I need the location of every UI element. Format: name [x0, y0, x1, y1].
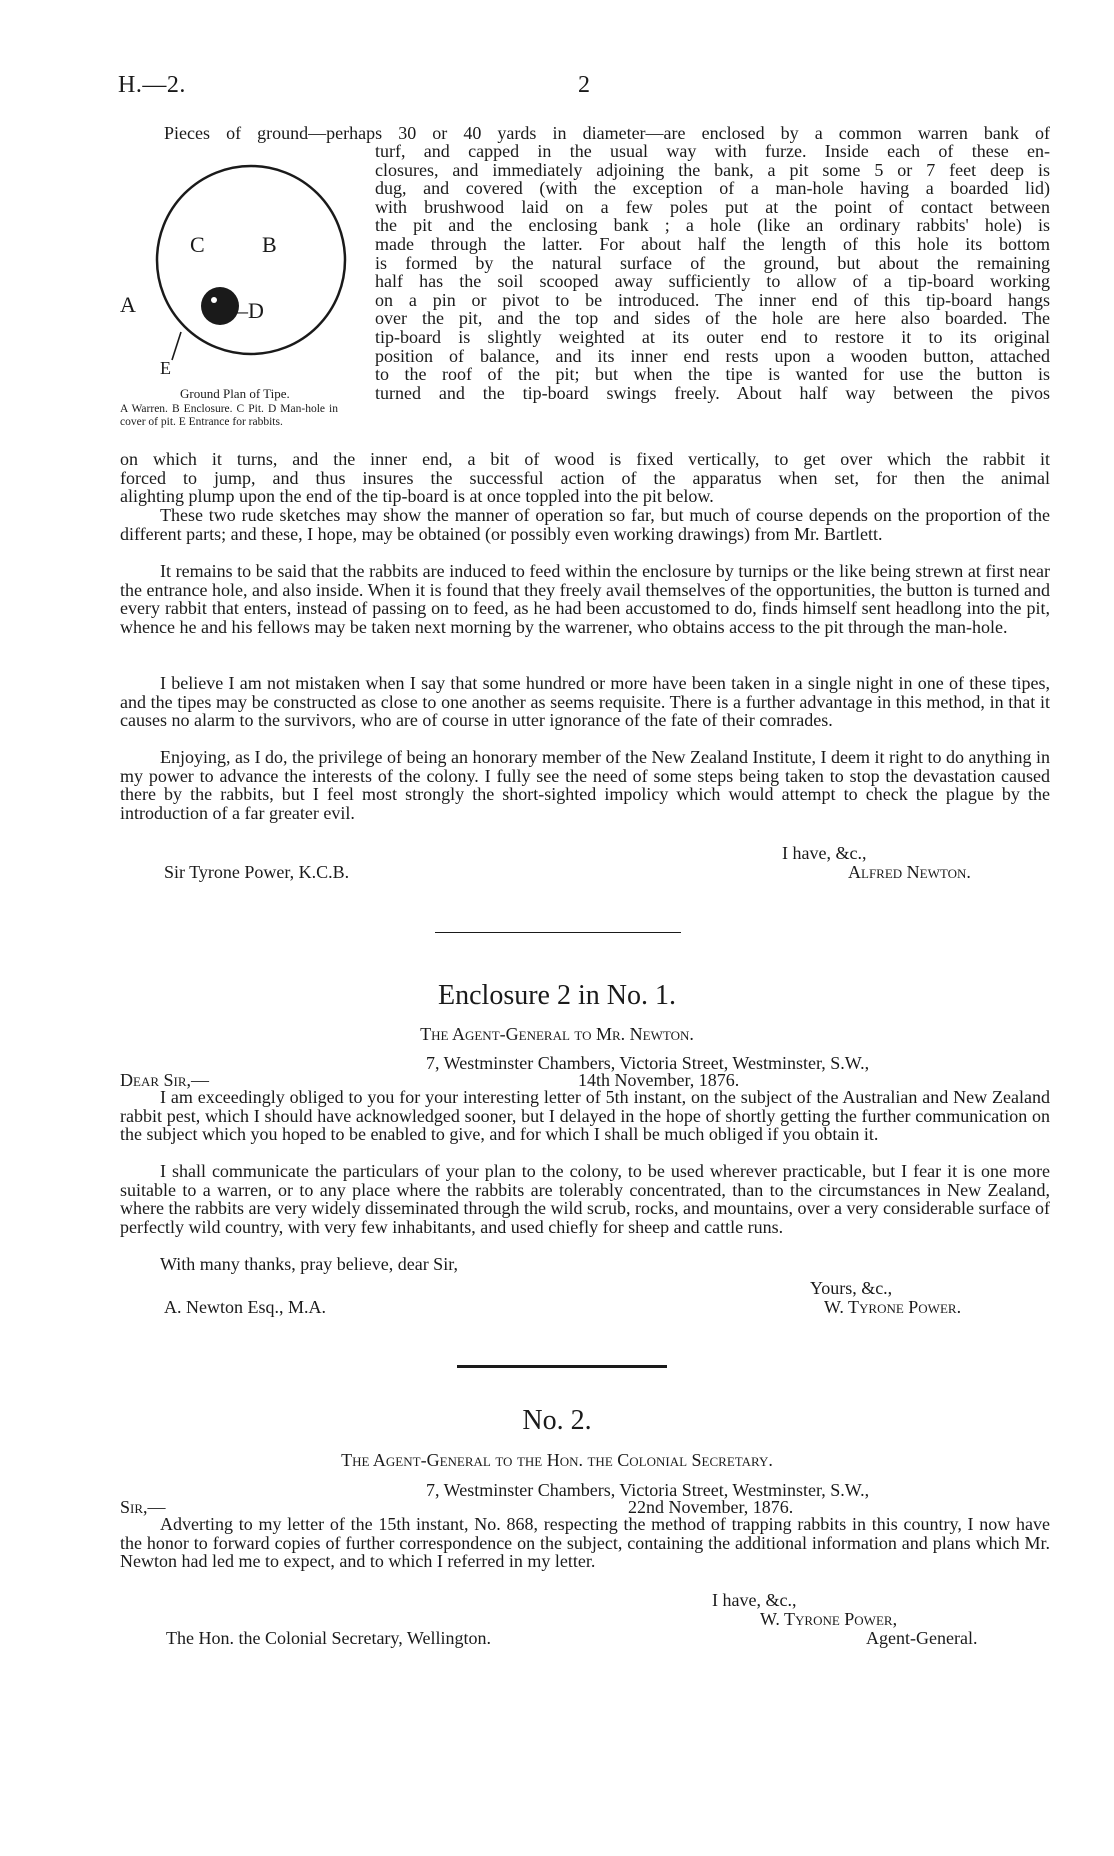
enclosure-salutation: Dear Sir,—	[120, 1070, 210, 1090]
enclosure-circle	[157, 166, 345, 354]
enclosure-signature: W. Tyrone Power.	[824, 1297, 962, 1317]
no2-heading: No. 2.	[522, 1405, 592, 1436]
text-line: is formed by the natural surface of the ground, but about the remaining	[375, 252, 1050, 273]
enclosure-date: 14th November, 1876.	[578, 1070, 740, 1090]
text-line: with brushwood laid on a few poles put at the point of contact between	[375, 196, 1050, 217]
letter1-addressee: Sir Tyrone Power, K.C.B.	[164, 862, 350, 882]
text-line: turf, and capped in the usual way with furze. Inside each of these en-	[375, 141, 1050, 161]
no2-address: 7, Westminster Chambers, Victoria Street, Westminster, S.W.,	[426, 1480, 870, 1500]
no2-subheading: The Agent-General to the Hon. the Colonial Secretary.	[341, 1450, 773, 1470]
letter1-signature: Alfred Newton.	[848, 862, 971, 882]
pit-highlight	[211, 297, 217, 303]
enclosure-addressee: A. Newton Esq., M.A.	[164, 1297, 326, 1317]
letter1-paragraph-5: Enjoying, as I do, the privilege of being an honorary member of the New Zealand Institute, I deem it right to do anything in my power to advance the interests of the colony. I fully see the need of some steps being taken to stop the devastation caused there by the rabbits, but I feel most strongly the short-sighted impolicy which would attempt to check the plague by the introduction of a far greater evil.	[120, 747, 1050, 823]
text-line: forced to jump, and thus insures the successful action of the apparatus when set, for then the animal	[120, 467, 1050, 488]
document-reference: H.—2.	[118, 72, 186, 98]
no2-title: Agent-General.	[866, 1628, 978, 1648]
enclosure-subheading: The Agent-General to Mr. Newton.	[420, 1024, 694, 1044]
text-line: on a pin or pivot to be introduced. The inner end of this tip-board hangs	[375, 289, 1050, 310]
text-line: on which it turns, and the inner end, a bit of wood is fixed vertically, to get over which the rabbit it	[120, 449, 1050, 469]
text-line: the pit and the enclosing bank ; a hole (like an ordinary rabbits' hole) is	[375, 215, 1050, 236]
no2-addressee: The Hon. the Colonial Secretary, Wellington.	[166, 1628, 491, 1648]
enclosure-paragraph-2: I shall communicate the particulars of your plan to the colony, to be used wherever practicable, but I fear it is one more suitable to a warren, or to any place where the rabbits are tolerably concentrated, than to the circumstances in New Zealand, where the rabbits are very widely disseminated through the wild scrub, rocks, and mountains, over a very considerable surface of perfectly wild country, with very few inhabitants, and used chiefly for sheep and cattle runs.	[120, 1161, 1050, 1237]
no2-signature: W. Tyrone Power,	[760, 1609, 898, 1629]
no2-closing: I have, &c.,	[712, 1590, 797, 1610]
text-line: closures, and immediately adjoining the bank, a pit some 5 or 7 feet deep is	[375, 159, 1050, 180]
page-number: 2	[578, 72, 590, 98]
entrance-line	[172, 332, 181, 360]
text-line: position of balance, and its inner end rests upon a wooden button, attached	[375, 345, 1050, 366]
no2-salutation: Sir,—	[120, 1497, 166, 1517]
pit-mark	[201, 287, 239, 325]
text-line: made through the latter. For about half the length of this hole its bottom	[375, 233, 1050, 254]
enclosure-heading: Enclosure 2 in No. 1.	[438, 980, 676, 1011]
letter1-paragraph-4: I believe I am not mistaken when I say that some hundred or more have been taken in a single night in one of these tipes, and the tipes may be constructed as close to one another as seems requisite. There is a further advantage in this method, in that it causes no alarm to the survivors, who are of course in utter ignorance of the fate of their comrades.	[120, 673, 1050, 731]
divider	[435, 932, 681, 933]
label-e: E	[160, 358, 171, 378]
no2-date: 22nd November, 1876.	[628, 1497, 794, 1517]
letter1-closing: I have, &c.,	[782, 843, 867, 863]
diagram-caption-legend: A Warren. B Enclosure. C Pit. D Man-hole in cover of pit. E Entrance for rabbits.	[120, 403, 338, 428]
text-line: dug, and covered (with the exception of a man-hole having a boarded lid)	[375, 178, 1050, 199]
enclosure-address: 7, Westminster Chambers, Victoria Street, Westminster, S.W.,	[426, 1053, 870, 1073]
text-line: over the pit, and the top and sides of the hole are here also boarded. The	[375, 308, 1050, 329]
label-c: C	[190, 232, 205, 257]
text-line: tip-board is slightly weighted at its outer end to restore it to its original	[375, 326, 1050, 347]
divider-thick	[457, 1365, 667, 1368]
enclosure-paragraph-1: I am exceedingly obliged to you for your interesting letter of 5th instant, on the subject of the Australian and New Zealand rabbit pest, which I should have acknowledged sooner, but I delayed in the hope of shortly getting the further communication on the subject which you hoped to be enabled to give, and for which I shall be much obliged if you obtain it.	[120, 1087, 1050, 1145]
label-b: B	[262, 232, 277, 257]
letter1-paragraph-2: These two rude sketches may show the manner of operation so far, but much of course depends on the proportion of the different parts; and these, I hope, may be obtained (or possibly even working drawings) from Mr. Bartlett.	[120, 505, 1050, 544]
label-a: A	[120, 292, 136, 317]
no2-paragraph-1: Adverting to my letter of the 15th instant, No. 868, respecting the method of trapping rabbits in this country, I now have the honor to forward copies of further correspondence on the subject, containing the additional information and plans which Mr. Newton had led me to expect, and to which I referred in my letter.	[120, 1514, 1050, 1572]
text-line: to the roof of the pit; but when the tipe is wanted for use the button is	[375, 364, 1050, 385]
text-line: Pieces of ground—perhaps 30 or 40 yards in diameter—are enclosed by a common warren bank of	[164, 123, 1050, 143]
label-d: –D	[237, 298, 264, 323]
enclosure-closing: Yours, &c.,	[810, 1278, 893, 1298]
enclosure-paragraph-3: With many thanks, pray believe, dear Sir,	[160, 1254, 458, 1274]
text-line: turned and the tip-board swings freely. About half way between the pivos	[375, 382, 1050, 403]
tipe-ground-plan-diagram	[118, 160, 368, 380]
letter1-paragraph-3: It remains to be said that the rabbits are induced to feed within the enclosure by turnips or the like being strewn at first near the entrance hole, and also inside. When it is found that they freely avail themselves of the opportunities, the button is turned and every rabbit that enters, instead of passing on to feed, as he had been accustomed to do, finds himself sent headlong into the pit, whence he and his fellows may be taken next morning by the warrener, who obtains access to the pit through the man-hole.	[120, 561, 1050, 637]
diagram-caption-title: Ground Plan of Tipe.	[180, 386, 290, 401]
text-line: alighting plump upon the end of the tip-board is at once toppled into the pit below.	[120, 486, 714, 507]
text-line: half has the soil scooped away sufficiently to allow of a tip-board working	[375, 271, 1050, 292]
